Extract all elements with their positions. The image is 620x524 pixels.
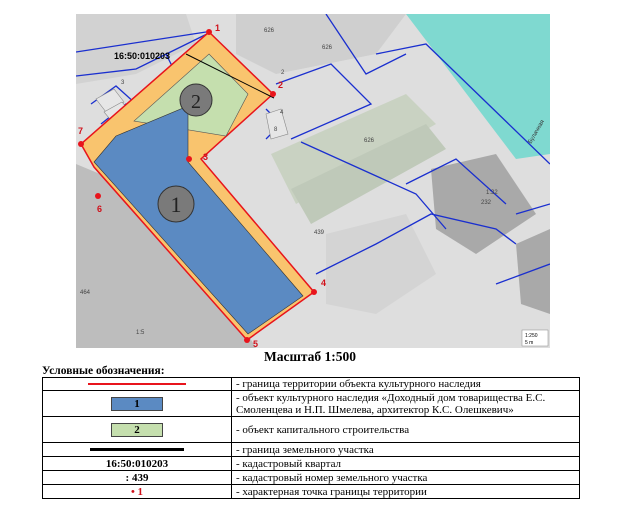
point-symbol: • 1 (130, 485, 144, 498)
legend-symbol (43, 457, 232, 471)
parcel-number-symbol: : 439 (125, 471, 149, 484)
object-2-number: 2 (191, 91, 201, 113)
legend-symbol (43, 443, 232, 457)
legend-symbol (43, 485, 232, 499)
cadastral-map[interactable] (76, 14, 550, 348)
parcel-number: 3 (121, 80, 125, 86)
parcel-number: 232 (481, 200, 492, 206)
point-label: 3 (203, 152, 209, 162)
legend-text: - граница земельного участка (232, 443, 580, 457)
point-label: 6 (97, 204, 103, 214)
legend-text: - объект капитального строительства (232, 417, 580, 443)
legend-row (43, 391, 580, 417)
legend-text: - кадастровый квартал (232, 457, 580, 471)
map-canvas (76, 14, 550, 348)
quarter-label: 16:50:010203 (114, 51, 171, 61)
parcel-number: 626 (264, 28, 275, 34)
boundary-point[interactable] (244, 337, 250, 343)
parcel-number: 1:32 (486, 190, 498, 196)
legend-row (43, 457, 580, 471)
legend-row (43, 378, 580, 391)
legend-symbol (43, 471, 232, 485)
point-label: 2 (278, 80, 284, 90)
legend-symbol (43, 417, 232, 443)
boundary-point[interactable] (186, 156, 192, 162)
boundary-point[interactable] (270, 91, 276, 97)
point-label: 4 (321, 278, 327, 288)
parcel-number: 626 (364, 138, 375, 144)
legend-symbol (43, 378, 232, 391)
black-line-symbol (90, 448, 184, 451)
legend-row (43, 443, 580, 457)
object-1-symbol: 1 (111, 397, 163, 411)
point-label: 1 (215, 23, 221, 33)
parcel-number: 4 (280, 110, 284, 116)
street-label: Булачная (527, 119, 546, 145)
legend-symbol (43, 391, 232, 417)
parcel-number: 464 (80, 290, 91, 296)
legend-text: - граница территории объекта культурного наследия (232, 378, 580, 391)
quarter-symbol: 16:50:010203 (105, 457, 169, 470)
parcel-number: 626 (322, 45, 333, 51)
boundary-point[interactable] (206, 29, 212, 35)
legend-row (43, 471, 580, 485)
parcel-number: 1:5 (136, 330, 145, 336)
scale-title: Масштаб 1:500 (263, 349, 357, 364)
parcel-number: 439 (314, 230, 325, 236)
object-1-number: 1 (170, 192, 182, 217)
point-label: 7 (78, 126, 84, 136)
object-2-symbol: 2 (111, 423, 163, 437)
boundary-point[interactable] (78, 141, 84, 147)
legend-row (43, 485, 580, 499)
legend-text: - объект культурного наследия «Доходный дом товарищества Е.С. Смоленцева и Н.П. Шмелева, архитектор К.С. Олешкевич» (232, 391, 580, 417)
boundary-point[interactable] (311, 289, 317, 295)
parcel-number: 2 (281, 70, 285, 76)
legend-table (42, 377, 580, 499)
legend-text: - кадастровый номер земельного участка (232, 471, 580, 485)
point-label: 5 (253, 339, 259, 348)
legend-row (43, 417, 580, 443)
legend-title: Условные обозначения: (42, 365, 165, 377)
scale-bar-label: 1:250 (525, 333, 538, 339)
red-line-symbol (88, 383, 186, 385)
boundary-point[interactable] (95, 193, 101, 199)
parcel-number: 8 (274, 127, 278, 133)
legend-text: - характерная точка границы территории (232, 485, 580, 499)
scale-bar-sub: 5 m (525, 340, 534, 346)
